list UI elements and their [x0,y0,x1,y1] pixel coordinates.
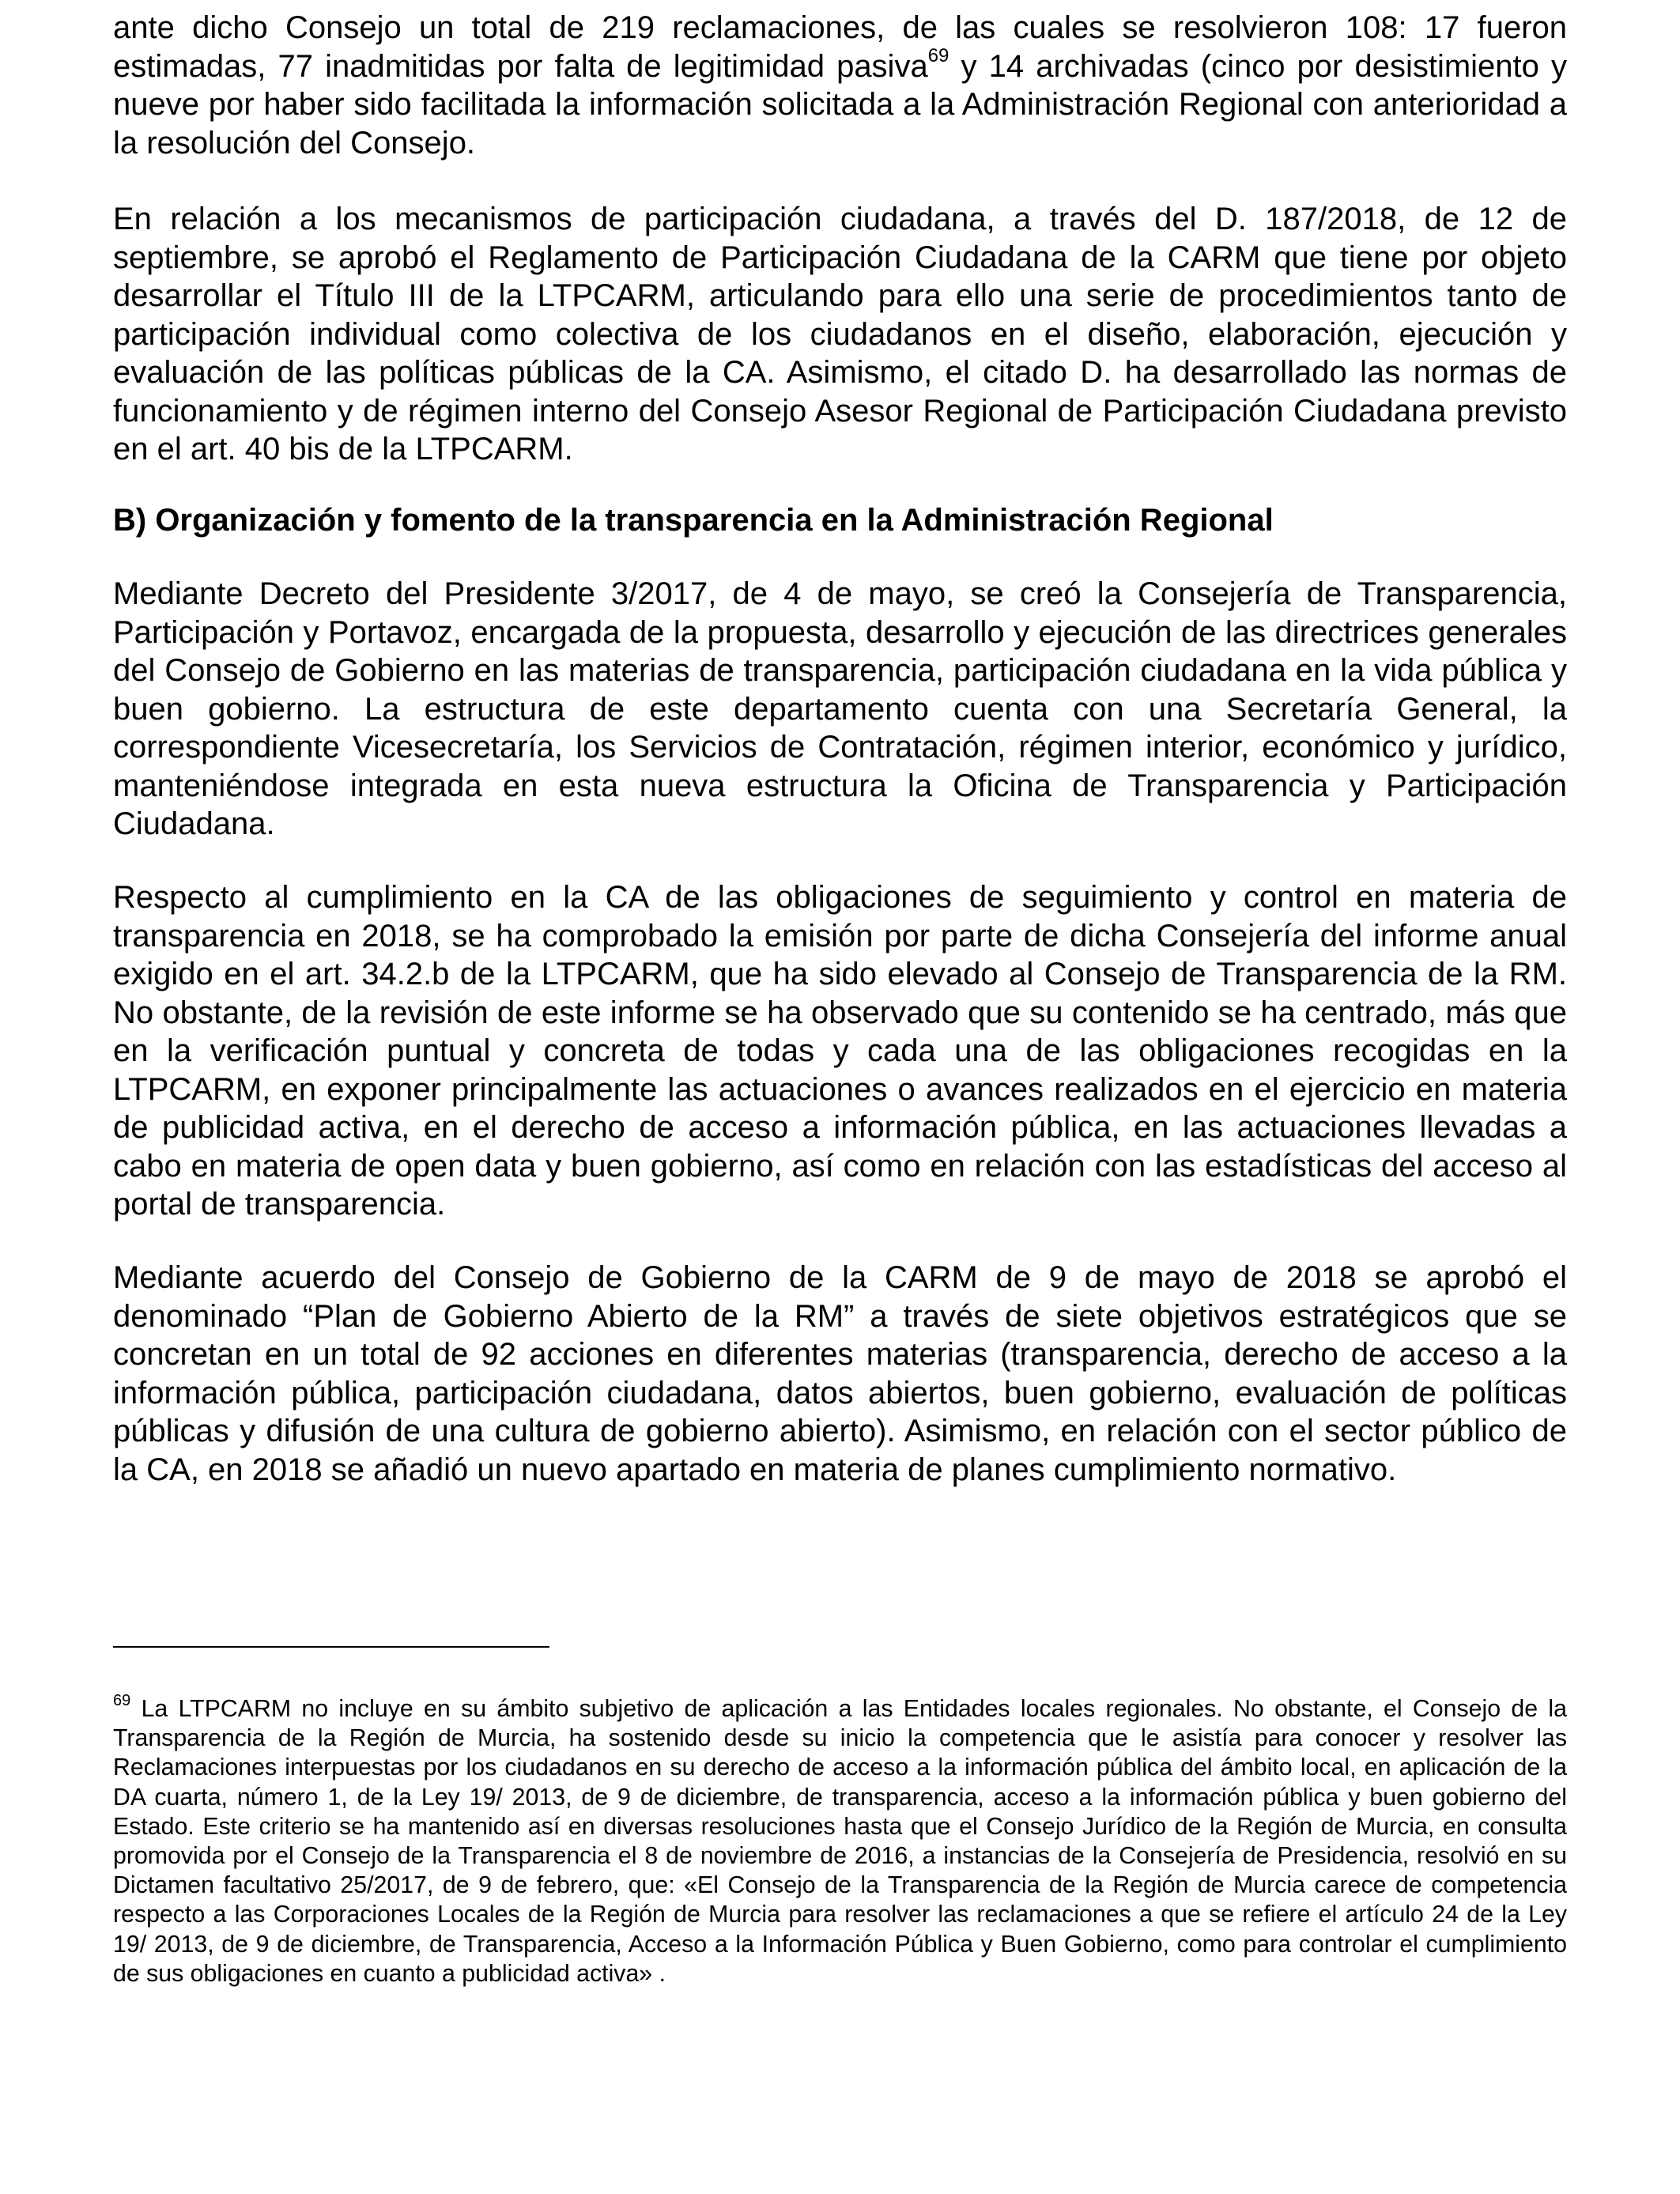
document-page [113,0,1567,2194]
paragraph-obligaciones-seguimiento: Respecto al cumplimiento en la CA de las obligaciones de seguimiento y control en materia de transparencia en 2018, se ha comprobado la emisión por parte de dicha Consejería del informe anual exigido en el art. 34.2.b de la LTPCARM, que ha sido elevado al Consejo de Transparencia de la RM. No obstante, de la revisión de este informe se ha observado que su contenido se ha centrado, más que en la verificación puntual y concreta de todas y cada una de las obligaciones recogidas en la LTPCARM, en exponer principalmente las actuaciones o avances realizados en el ejercicio en materia de publicidad activa, en el derecho de acceso a información pública, en las actuaciones llevadas a cabo en materia de open data y buen gobierno, así como en relación con las estadísticas del acceso al portal de transparencia. [113,880,1567,1222]
footnote-separator [113,1646,549,1648]
footnote [113,1691,1567,1988]
footnote-reference[interactable]: 69 [927,45,949,67]
paragraph-consejeria-transparencia: Mediante Decreto del Presidente 3/2017, de 4 de mayo, se creó la Consejería de Transparencia, Participación y Portavoz, encargada de la propuesta, desarrollo y ejecución de las directrices generales del Consejo de Gobierno en las materias de transparencia, participación ciudadana en la vida pública y buen gobierno. La estructura de este departamento cuenta con una Secretaría General, la correspondiente Vicesecretaría, los Servicios de Contratación, régimen interior, económico y jurídico, manteniéndose integrada en esta nueva estructura la Oficina de Transparencia y Participación Ciudadana. [113,576,1567,841]
paragraph-reclamaciones [113,9,1567,162]
paragraph-participacion-ciudadana: En relación a los mecanismos de participación ciudadana, a través del D. 187/2018, de 12 de septiembre, se aprobó el Reglamento de Participación Ciudadana de la CARM que tiene por objeto desarrollar el Título III de la LTPCARM, articulando para ello una serie de procedimientos tanto de participación individual como colectiva de los ciudadanos en el diseño, elaboración, ejecución y evaluación de las políticas públicas de la CA. Asimismo, el citado D. ha desarrollado las normas de funcionamiento y de régimen interno del Consejo Asesor Regional de Participación Ciudadana previsto en el art. 40 bis de la LTPCARM. [113,202,1567,466]
section-heading: B) Organización y fomento de la transparencia en la Administración Regional [113,503,1274,538]
footnote-number: 69 [113,1691,131,1709]
paragraph-reclamaciones-text-end: y 14 archivadas (cinco por desistimiento y nueve por haber sido facilitada la información solicitada a la Administración Regional con anterioridad a la resolución del Consejo. [113,48,1568,160]
paragraph-reclamaciones-text-start: ante dicho Consejo un total de 219 reclamaciones, de las cuales se resolvieron 108: 17 fueron estimadas, 77 inadmitidas por falta de legitimidad pasiva [113,10,1567,84]
footnote-text: La LTPCARM no incluye en su ámbito subjetivo de aplicación a las Entidades locales regionales. No obstante, el Consejo de la Transparencia de la Región de Murcia, ha sostenido desde su inicio la competencia que le asistía para conocer y resolver las Reclamaciones interpuestas por los ciudadanos en su derecho de acceso a la información pública del ámbito local, en aplicación de la DA cuarta, número 1, de la Ley 19/ 2013, de 9 de diciembre, de transparencia, acceso a la información pública y buen gobierno del Estado. Este criterio se ha mantenido así en diversas resoluciones hasta que el Consejo Jurídico de la Región de Murcia, en consulta promovida por el Consejo de la Transparencia el 8 de noviembre de 2016, a instancias de la Consejería de Presidencia, resolvió en su Dictamen facultativo 25/2017, de 9 de febrero, que: «El Consejo de la Transparencia de la Región de Murcia carece de competencia respecto a las Corporaciones Locales de la Región de Murcia para resolver las reclamaciones a que se refiere el artículo 24 de la Ley 19/ 2013, de 9 de diciembre, de Transparencia, Acceso a la Información Pública y Buen Gobierno, como para controlar el cumplimiento de sus obligaciones en cuanto a publicidad activa» . [113,1696,1567,1987]
paragraph-plan-gobierno-abierto: Mediante acuerdo del Consejo de Gobierno de la CARM de 9 de mayo de 2018 se aprobó el denominado “Plan de Gobierno Abierto de la RM” a través de siete objetivos estratégicos que se concretan en un total de 92 acciones en diferentes materias (transparencia, derecho de acceso a la información pública, participación ciudadana, datos abiertos, buen gobierno, evaluación de políticas públicas y difusión de una cultura de gobierno abierto). Asimismo, en relación con el sector público de la CA, en 2018 se añadió un nuevo apartado en materia de planes cumplimiento normativo. [113,1260,1567,1487]
